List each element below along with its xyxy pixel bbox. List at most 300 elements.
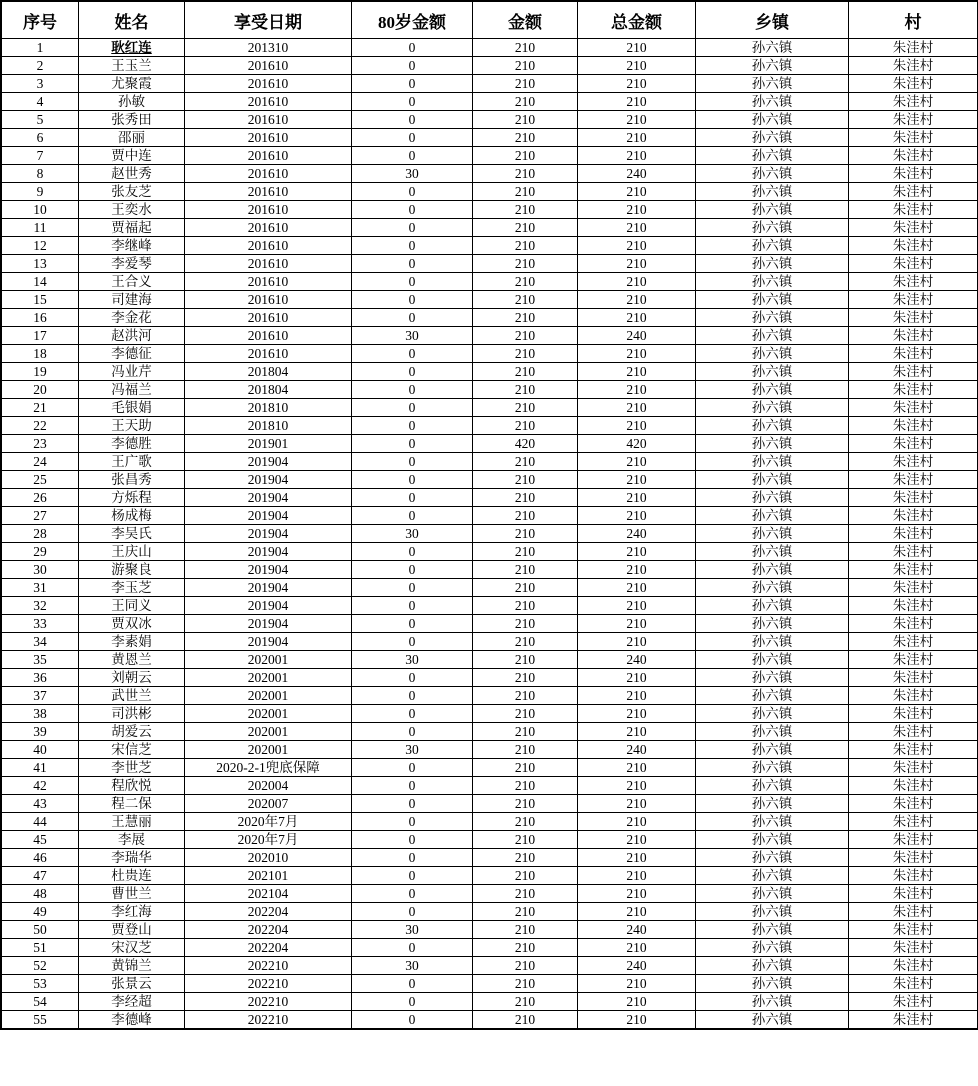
cell-total: 240 xyxy=(578,651,696,669)
cell-town: 孙六镇 xyxy=(696,165,849,183)
cell-amt80: 0 xyxy=(352,1011,473,1029)
cell-village: 朱洼村 xyxy=(849,759,978,777)
cell-date: 201610 xyxy=(185,201,352,219)
cell-amt: 210 xyxy=(473,399,578,417)
cell-name: 毛银娟 xyxy=(79,399,185,417)
cell-seq: 1 xyxy=(2,39,79,57)
cell-amt: 210 xyxy=(473,363,578,381)
cell-seq: 2 xyxy=(2,57,79,75)
cell-name: 张友芝 xyxy=(79,183,185,201)
column-header-total: 总金额 xyxy=(578,2,696,39)
cell-total: 210 xyxy=(578,813,696,831)
cell-date: 201904 xyxy=(185,525,352,543)
cell-village: 朱洼村 xyxy=(849,633,978,651)
cell-amt: 210 xyxy=(473,183,578,201)
cell-date: 201901 xyxy=(185,435,352,453)
cell-name: 刘朝云 xyxy=(79,669,185,687)
cell-town: 孙六镇 xyxy=(696,111,849,129)
cell-total: 210 xyxy=(578,597,696,615)
cell-total: 240 xyxy=(578,957,696,975)
cell-amt: 210 xyxy=(473,417,578,435)
cell-seq: 19 xyxy=(2,363,79,381)
cell-village: 朱洼村 xyxy=(849,867,978,885)
table-row xyxy=(2,723,978,741)
cell-town: 孙六镇 xyxy=(696,777,849,795)
cell-name: 李继峰 xyxy=(79,237,185,255)
cell-date: 202010 xyxy=(185,849,352,867)
cell-amt80: 0 xyxy=(352,237,473,255)
cell-seq: 41 xyxy=(2,759,79,777)
table-row xyxy=(2,363,978,381)
cell-total: 210 xyxy=(578,903,696,921)
cell-date: 202210 xyxy=(185,957,352,975)
cell-date: 201904 xyxy=(185,453,352,471)
table-row xyxy=(2,543,978,561)
cell-name: 冯福兰 xyxy=(79,381,185,399)
cell-name: 王合义 xyxy=(79,273,185,291)
cell-village: 朱洼村 xyxy=(849,597,978,615)
cell-amt80: 0 xyxy=(352,975,473,993)
cell-name: 宋汉芝 xyxy=(79,939,185,957)
cell-seq: 4 xyxy=(2,93,79,111)
cell-village: 朱洼村 xyxy=(849,183,978,201)
cell-amt: 210 xyxy=(473,651,578,669)
cell-amt: 210 xyxy=(473,93,578,111)
cell-date: 201904 xyxy=(185,579,352,597)
cell-total: 240 xyxy=(578,327,696,345)
cell-village: 朱洼村 xyxy=(849,813,978,831)
table-row xyxy=(2,201,978,219)
cell-seq: 48 xyxy=(2,885,79,903)
cell-village: 朱洼村 xyxy=(849,75,978,93)
cell-seq: 36 xyxy=(2,669,79,687)
cell-seq: 46 xyxy=(2,849,79,867)
cell-amt: 210 xyxy=(473,273,578,291)
cell-town: 孙六镇 xyxy=(696,543,849,561)
cell-name: 张昌秀 xyxy=(79,471,185,489)
cell-seq: 35 xyxy=(2,651,79,669)
cell-seq: 47 xyxy=(2,867,79,885)
cell-amt: 210 xyxy=(473,957,578,975)
cell-total: 240 xyxy=(578,525,696,543)
cell-name: 贾登山 xyxy=(79,921,185,939)
cell-town: 孙六镇 xyxy=(696,309,849,327)
cell-town: 孙六镇 xyxy=(696,237,849,255)
cell-village: 朱洼村 xyxy=(849,723,978,741)
cell-village: 朱洼村 xyxy=(849,507,978,525)
table-row xyxy=(2,39,978,57)
cell-total: 210 xyxy=(578,615,696,633)
cell-name: 宋信芝 xyxy=(79,741,185,759)
cell-total: 210 xyxy=(578,579,696,597)
table-row xyxy=(2,921,978,939)
cell-town: 孙六镇 xyxy=(696,795,849,813)
cell-village: 朱洼村 xyxy=(849,345,978,363)
cell-date: 201610 xyxy=(185,327,352,345)
cell-date: 202104 xyxy=(185,885,352,903)
cell-village: 朱洼村 xyxy=(849,255,978,273)
cell-amt80: 30 xyxy=(352,525,473,543)
cell-name: 游聚良 xyxy=(79,561,185,579)
cell-amt: 210 xyxy=(473,813,578,831)
cell-amt80: 0 xyxy=(352,201,473,219)
cell-amt: 210 xyxy=(473,471,578,489)
cell-date: 201904 xyxy=(185,597,352,615)
cell-town: 孙六镇 xyxy=(696,345,849,363)
cell-date: 201904 xyxy=(185,633,352,651)
cell-village: 朱洼村 xyxy=(849,777,978,795)
table-row xyxy=(2,939,978,957)
cell-total: 210 xyxy=(578,237,696,255)
cell-total: 240 xyxy=(578,741,696,759)
cell-village: 朱洼村 xyxy=(849,993,978,1011)
cell-village: 朱洼村 xyxy=(849,435,978,453)
cell-village: 朱洼村 xyxy=(849,669,978,687)
cell-seq: 43 xyxy=(2,795,79,813)
cell-amt: 210 xyxy=(473,453,578,471)
cell-amt: 210 xyxy=(473,687,578,705)
cell-town: 孙六镇 xyxy=(696,633,849,651)
cell-village: 朱洼村 xyxy=(849,381,978,399)
cell-total: 210 xyxy=(578,885,696,903)
table-row xyxy=(2,435,978,453)
cell-town: 孙六镇 xyxy=(696,219,849,237)
cell-amt: 210 xyxy=(473,1011,578,1029)
cell-village: 朱洼村 xyxy=(849,417,978,435)
cell-seq: 28 xyxy=(2,525,79,543)
cell-total: 210 xyxy=(578,489,696,507)
cell-total: 210 xyxy=(578,867,696,885)
table-row xyxy=(2,399,978,417)
cell-total: 210 xyxy=(578,993,696,1011)
cell-date: 201810 xyxy=(185,417,352,435)
cell-village: 朱洼村 xyxy=(849,561,978,579)
cell-amt: 210 xyxy=(473,705,578,723)
cell-date: 201804 xyxy=(185,381,352,399)
cell-town: 孙六镇 xyxy=(696,507,849,525)
cell-date: 201904 xyxy=(185,489,352,507)
cell-seq: 55 xyxy=(2,1011,79,1029)
pension-roster-sheet xyxy=(0,1,978,1029)
cell-amt80: 0 xyxy=(352,453,473,471)
cell-amt80: 0 xyxy=(352,381,473,399)
cell-name: 王玉兰 xyxy=(79,57,185,75)
cell-date: 2020年7月 xyxy=(185,831,352,849)
cell-amt: 210 xyxy=(473,759,578,777)
cell-total: 210 xyxy=(578,417,696,435)
cell-village: 朱洼村 xyxy=(849,921,978,939)
cell-date: 201904 xyxy=(185,615,352,633)
cell-village: 朱洼村 xyxy=(849,705,978,723)
cell-town: 孙六镇 xyxy=(696,363,849,381)
table-row xyxy=(2,903,978,921)
cell-name: 尤聚霞 xyxy=(79,75,185,93)
table-row xyxy=(2,597,978,615)
cell-total: 210 xyxy=(578,363,696,381)
cell-amt80: 0 xyxy=(352,615,473,633)
cell-name: 李德峰 xyxy=(79,1011,185,1029)
cell-amt: 210 xyxy=(473,831,578,849)
cell-total: 210 xyxy=(578,219,696,237)
cell-village: 朱洼村 xyxy=(849,471,978,489)
cell-seq: 45 xyxy=(2,831,79,849)
cell-town: 孙六镇 xyxy=(696,525,849,543)
cell-village: 朱洼村 xyxy=(849,237,978,255)
cell-amt80: 0 xyxy=(352,345,473,363)
cell-amt: 210 xyxy=(473,633,578,651)
cell-amt: 210 xyxy=(473,129,578,147)
cell-seq: 32 xyxy=(2,597,79,615)
cell-seq: 23 xyxy=(2,435,79,453)
cell-date: 201610 xyxy=(185,219,352,237)
cell-date: 202001 xyxy=(185,687,352,705)
cell-date: 202001 xyxy=(185,705,352,723)
cell-total: 210 xyxy=(578,147,696,165)
column-header-amt80: 80岁金额 xyxy=(352,2,473,39)
cell-amt80: 0 xyxy=(352,507,473,525)
cell-total: 210 xyxy=(578,453,696,471)
table-row xyxy=(2,813,978,831)
cell-total: 210 xyxy=(578,183,696,201)
cell-town: 孙六镇 xyxy=(696,759,849,777)
cell-town: 孙六镇 xyxy=(696,417,849,435)
cell-town: 孙六镇 xyxy=(696,813,849,831)
table-row xyxy=(2,867,978,885)
cell-amt: 210 xyxy=(473,885,578,903)
cell-name: 冯业芹 xyxy=(79,363,185,381)
table-row xyxy=(2,705,978,723)
cell-town: 孙六镇 xyxy=(696,723,849,741)
cell-town: 孙六镇 xyxy=(696,273,849,291)
cell-town: 孙六镇 xyxy=(696,327,849,345)
column-header-seq: 序号 xyxy=(2,2,79,39)
cell-amt80: 0 xyxy=(352,219,473,237)
cell-amt: 210 xyxy=(473,939,578,957)
cell-amt: 210 xyxy=(473,543,578,561)
cell-village: 朱洼村 xyxy=(849,489,978,507)
column-header-name: 姓名 xyxy=(79,2,185,39)
cell-amt80: 0 xyxy=(352,93,473,111)
table-row xyxy=(2,1011,978,1029)
table-row xyxy=(2,309,978,327)
cell-seq: 29 xyxy=(2,543,79,561)
cell-amt: 210 xyxy=(473,669,578,687)
cell-amt: 210 xyxy=(473,741,578,759)
table-row xyxy=(2,759,978,777)
cell-amt80: 0 xyxy=(352,561,473,579)
table-row xyxy=(2,687,978,705)
cell-town: 孙六镇 xyxy=(696,939,849,957)
cell-town: 孙六镇 xyxy=(696,579,849,597)
cell-amt: 210 xyxy=(473,975,578,993)
cell-date: 202001 xyxy=(185,651,352,669)
cell-seq: 37 xyxy=(2,687,79,705)
cell-amt: 210 xyxy=(473,507,578,525)
table-row xyxy=(2,957,978,975)
table-row xyxy=(2,57,978,75)
cell-amt: 210 xyxy=(473,201,578,219)
cell-date: 201610 xyxy=(185,147,352,165)
cell-date: 202001 xyxy=(185,723,352,741)
table-row xyxy=(2,579,978,597)
cell-name: 张景云 xyxy=(79,975,185,993)
cell-village: 朱洼村 xyxy=(849,741,978,759)
cell-date: 201610 xyxy=(185,111,352,129)
cell-date: 202001 xyxy=(185,741,352,759)
cell-amt80: 0 xyxy=(352,939,473,957)
cell-village: 朱洼村 xyxy=(849,39,978,57)
cell-seq: 34 xyxy=(2,633,79,651)
cell-village: 朱洼村 xyxy=(849,543,978,561)
cell-date: 202004 xyxy=(185,777,352,795)
cell-amt80: 0 xyxy=(352,831,473,849)
cell-total: 210 xyxy=(578,1011,696,1029)
cell-name: 王庆山 xyxy=(79,543,185,561)
cell-total: 210 xyxy=(578,777,696,795)
cell-total: 420 xyxy=(578,435,696,453)
cell-town: 孙六镇 xyxy=(696,399,849,417)
cell-amt80: 0 xyxy=(352,129,473,147)
cell-total: 210 xyxy=(578,399,696,417)
cell-date: 201610 xyxy=(185,291,352,309)
cell-amt: 210 xyxy=(473,849,578,867)
cell-date: 201610 xyxy=(185,75,352,93)
cell-total: 210 xyxy=(578,669,696,687)
cell-town: 孙六镇 xyxy=(696,129,849,147)
cell-amt80: 0 xyxy=(352,687,473,705)
table-row xyxy=(2,273,978,291)
cell-village: 朱洼村 xyxy=(849,687,978,705)
cell-town: 孙六镇 xyxy=(696,687,849,705)
cell-amt80: 30 xyxy=(352,327,473,345)
cell-total: 210 xyxy=(578,687,696,705)
table-row xyxy=(2,795,978,813)
cell-date: 202001 xyxy=(185,669,352,687)
cell-total: 210 xyxy=(578,543,696,561)
cell-amt80: 30 xyxy=(352,741,473,759)
cell-seq: 49 xyxy=(2,903,79,921)
cell-seq: 25 xyxy=(2,471,79,489)
cell-town: 孙六镇 xyxy=(696,975,849,993)
cell-town: 孙六镇 xyxy=(696,255,849,273)
cell-name: 李世芝 xyxy=(79,759,185,777)
cell-seq: 16 xyxy=(2,309,79,327)
cell-date: 201610 xyxy=(185,345,352,363)
cell-amt: 210 xyxy=(473,525,578,543)
cell-date: 202210 xyxy=(185,1011,352,1029)
cell-amt80: 0 xyxy=(352,309,473,327)
cell-date: 202210 xyxy=(185,975,352,993)
cell-amt80: 30 xyxy=(352,957,473,975)
column-header-date: 享受日期 xyxy=(185,2,352,39)
cell-amt80: 0 xyxy=(352,147,473,165)
cell-amt: 210 xyxy=(473,921,578,939)
cell-seq: 51 xyxy=(2,939,79,957)
cell-name: 曹世兰 xyxy=(79,885,185,903)
cell-name: 李金花 xyxy=(79,309,185,327)
cell-village: 朱洼村 xyxy=(849,579,978,597)
cell-amt: 210 xyxy=(473,795,578,813)
table-row xyxy=(2,831,978,849)
cell-village: 朱洼村 xyxy=(849,525,978,543)
cell-name: 赵洪河 xyxy=(79,327,185,345)
cell-amt80: 0 xyxy=(352,57,473,75)
cell-town: 孙六镇 xyxy=(696,651,849,669)
cell-name: 赵世秀 xyxy=(79,165,185,183)
cell-seq: 13 xyxy=(2,255,79,273)
cell-name: 程欣悦 xyxy=(79,777,185,795)
cell-amt80: 0 xyxy=(352,759,473,777)
cell-seq: 31 xyxy=(2,579,79,597)
cell-amt80: 0 xyxy=(352,399,473,417)
cell-total: 210 xyxy=(578,345,696,363)
cell-date: 201610 xyxy=(185,273,352,291)
cell-amt80: 0 xyxy=(352,579,473,597)
cell-date: 201804 xyxy=(185,363,352,381)
cell-date: 2020年7月 xyxy=(185,813,352,831)
cell-amt80: 0 xyxy=(352,669,473,687)
cell-seq: 30 xyxy=(2,561,79,579)
table-row xyxy=(2,327,978,345)
cell-amt80: 0 xyxy=(352,291,473,309)
cell-amt: 210 xyxy=(473,219,578,237)
cell-date: 201610 xyxy=(185,309,352,327)
cell-date: 201610 xyxy=(185,237,352,255)
cell-seq: 10 xyxy=(2,201,79,219)
cell-amt: 210 xyxy=(473,867,578,885)
cell-village: 朱洼村 xyxy=(849,849,978,867)
cell-name: 黄锦兰 xyxy=(79,957,185,975)
cell-amt80: 0 xyxy=(352,597,473,615)
column-header-village: 村 xyxy=(849,2,978,39)
cell-town: 孙六镇 xyxy=(696,867,849,885)
cell-seq: 38 xyxy=(2,705,79,723)
cell-name: 贾中连 xyxy=(79,147,185,165)
table-row xyxy=(2,453,978,471)
cell-name: 黄恩兰 xyxy=(79,651,185,669)
cell-date: 201904 xyxy=(185,561,352,579)
cell-village: 朱洼村 xyxy=(849,201,978,219)
cell-date: 202204 xyxy=(185,903,352,921)
cell-total: 210 xyxy=(578,291,696,309)
cell-amt: 210 xyxy=(473,237,578,255)
cell-date: 201610 xyxy=(185,129,352,147)
table-row xyxy=(2,345,978,363)
table-row xyxy=(2,975,978,993)
cell-date: 201904 xyxy=(185,471,352,489)
cell-date: 202204 xyxy=(185,939,352,957)
cell-amt: 210 xyxy=(473,255,578,273)
cell-seq: 12 xyxy=(2,237,79,255)
cell-amt80: 0 xyxy=(352,273,473,291)
table-row xyxy=(2,615,978,633)
cell-date: 201610 xyxy=(185,57,352,75)
cell-name: 王慧丽 xyxy=(79,813,185,831)
cell-amt80: 30 xyxy=(352,651,473,669)
cell-village: 朱洼村 xyxy=(849,1011,978,1029)
cell-seq: 42 xyxy=(2,777,79,795)
cell-name: 武世兰 xyxy=(79,687,185,705)
cell-seq: 22 xyxy=(2,417,79,435)
cell-seq: 3 xyxy=(2,75,79,93)
cell-town: 孙六镇 xyxy=(696,183,849,201)
cell-village: 朱洼村 xyxy=(849,219,978,237)
cell-seq: 52 xyxy=(2,957,79,975)
cell-amt: 210 xyxy=(473,489,578,507)
cell-amt: 210 xyxy=(473,579,578,597)
cell-amt80: 0 xyxy=(352,435,473,453)
cell-village: 朱洼村 xyxy=(849,111,978,129)
